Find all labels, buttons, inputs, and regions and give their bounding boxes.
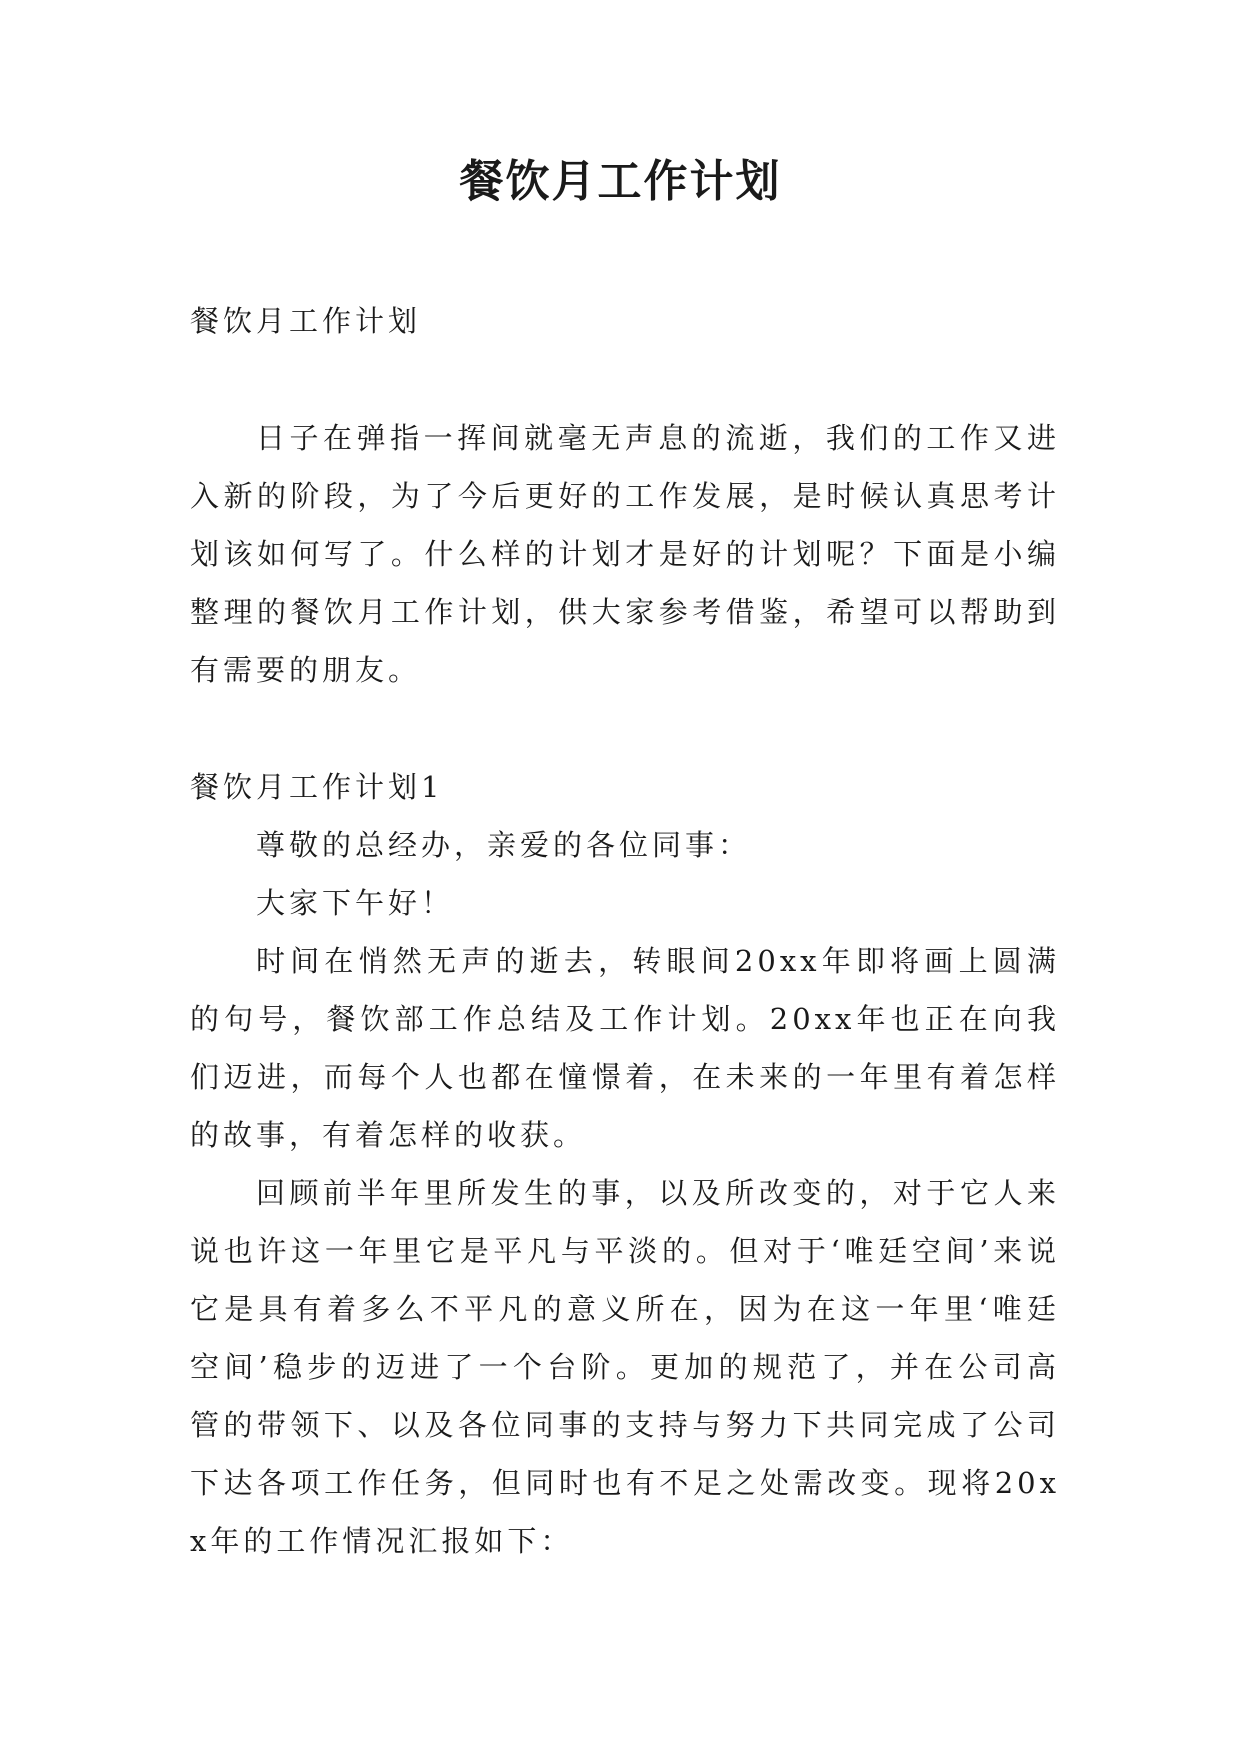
document-body: [190, 292, 1060, 1570]
intro-paragraph: 日子在弹指一挥间就毫无声息的流逝，我们的工作又进入新的阶段，为了今后更好的工作发展，是时候认真思考计划该如何写了。什么样的计划才是好的计划呢？下面是小编整理的餐饮月工作计划，供大家参考借鉴，希望可以帮助到有需要的朋友。: [190, 421, 1060, 687]
greeting-line: 大家下午好！: [256, 886, 455, 920]
salutation-line: 尊敬的总经办，亲爱的各位同事：: [256, 828, 752, 862]
document-subtitle: 餐饮月工作计划: [190, 304, 422, 338]
body-paragraph-1: 时间在悄然无声的逝去，转眼间20xx年即将画上圆满的句号，餐饮部工作总结及工作计划。20xx年也正在向我们迈进，而每个人也都在憧憬着，在未来的一年里有着怎样的故事，有着怎样的收获。: [190, 944, 1060, 1152]
section-heading: 餐饮月工作计划1: [190, 770, 444, 804]
document-title: 餐饮月工作计划: [459, 156, 782, 207]
body-paragraph-2: 回顾前半年里所发生的事，以及所改变的，对于它人来说也许这一年里它是平凡与平淡的。但对于‘唯廷空间’来说它是具有着多么不平凡的意义所在，因为在这一年里‘唯廷空间’稳步的迈进了一个台阶。更加的规范了，并在公司高管的带领下、以及各位同事的支持与努力下共同完成了公司下达各项工作任务，但同时也有不足之处需改变。现将20xx年的工作情况汇报如下：: [190, 1176, 1060, 1558]
